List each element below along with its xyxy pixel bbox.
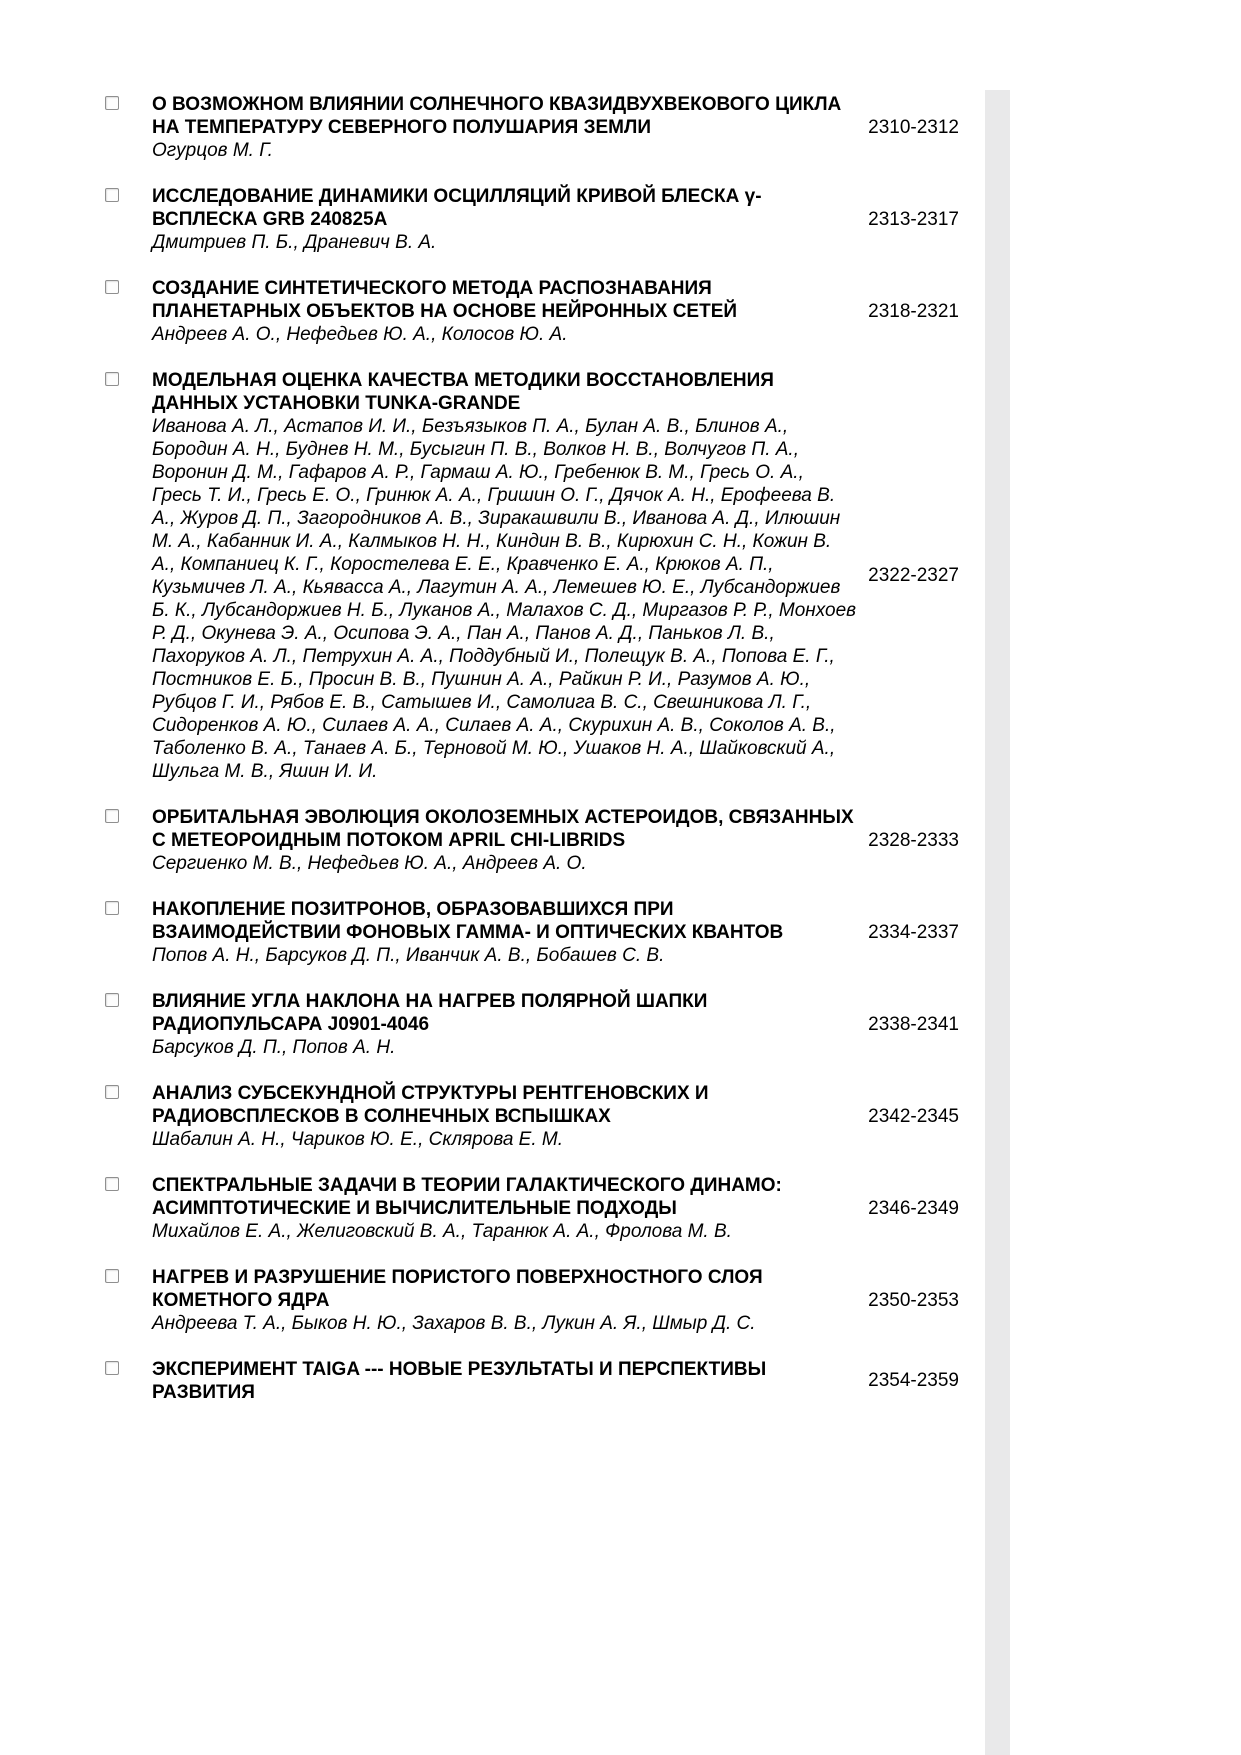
article-title: ОРБИТАЛЬНАЯ ЭВОЛЮЦИЯ ОКОЛОЗЕМНЫХ АСТЕРОИДОВ, СВЯЗАННЫХ С МЕТЕОРОИДНЫМ ПОТОКОМ APRIL CHI-LIBRIDS [152, 807, 854, 851]
article-info [152, 93, 857, 162]
article-select-checkbox[interactable] [105, 1177, 119, 1191]
article-authors: Огурцов М. Г. [152, 140, 273, 161]
article-list [95, 93, 985, 1427]
article-authors: Сергиенко М. В., Нефедьев Ю. А., Андреев А. О. [152, 853, 587, 874]
article-entry [95, 898, 985, 967]
article-select-checkbox[interactable] [105, 96, 119, 110]
article-entry [95, 1174, 985, 1243]
checkbox-cell [95, 185, 152, 254]
article-authors: Барсуков Д. П., Попов А. Н. [152, 1037, 396, 1058]
article-page-range: 2313-2317 [868, 208, 959, 230]
checkbox-cell [95, 1266, 152, 1335]
article-page-range: 2322-2327 [868, 565, 959, 586]
article-authors: Шабалин А. Н., Чариков Ю. Е., Склярова Е. М. [152, 1129, 563, 1150]
article-page-range: 2350-2353 [868, 1289, 959, 1311]
article-title: ВЛИЯНИЕ УГЛА НАКЛОНА НА НАГРЕВ ПОЛЯРНОЙ ШАПКИ РАДИОПУЛЬСАРА J0901-4046 [152, 991, 708, 1035]
article-title: ЭКСПЕРИМЕНТ TAIGA --- НОВЫЕ РЕЗУЛЬТАТЫ И ПЕРСПЕКТИВЫ РАЗВИТИЯ [152, 1359, 767, 1403]
article-info [152, 369, 857, 783]
article-select-checkbox[interactable] [105, 188, 119, 202]
article-info [152, 185, 857, 254]
article-info [152, 277, 857, 346]
article-authors: Дмитриев П. Б., Драневич В. А. [152, 232, 437, 253]
article-select-checkbox[interactable] [105, 372, 119, 386]
article-entry [95, 185, 985, 254]
article-page-range: 2342-2345 [868, 1105, 959, 1127]
article-page-range: 2310-2312 [868, 116, 959, 138]
checkbox-cell [95, 990, 152, 1059]
article-authors: Михайлов Е. А., Желиговский В. А., Таранюк А. А., Фролова М. В. [152, 1221, 732, 1242]
article-title: О ВОЗМОЖНОМ ВЛИЯНИИ СОЛНЕЧНОГО КВАЗИДВУХВЕКОВОГО ЦИКЛА НА ТЕМПЕРАТУРУ СЕВЕРНОГО ПОЛУШАРИЯ ЗЕМЛИ [152, 94, 842, 138]
article-page-range: 2318-2321 [868, 300, 959, 322]
article-title: НАКОПЛЕНИЕ ПОЗИТРОНОВ, ОБРАЗОВАВШИХСЯ ПРИ ВЗАИМОДЕЙСТВИИ ФОНОВЫХ ГАММА- И ОПТИЧЕСКИХ КВАНТОВ [152, 899, 784, 943]
article-authors: Андреева Т. А., Быков Н. Ю., Захаров В. В., Лукин А. Я., Шмыр Д. С. [152, 1313, 756, 1334]
article-entry [95, 93, 985, 162]
article-select-checkbox[interactable] [105, 280, 119, 294]
article-select-checkbox[interactable] [105, 809, 119, 823]
article-page-range: 2354-2359 [868, 1370, 959, 1391]
article-title: НАГРЕВ И РАЗРУШЕНИЕ ПОРИСТОГО ПОВЕРХНОСТНОГО СЛОЯ КОМЕТНОГО ЯДРА [152, 1267, 763, 1311]
article-page-range: 2346-2349 [868, 1197, 959, 1219]
checkbox-cell [95, 93, 152, 162]
article-info [152, 1358, 857, 1404]
page-right-gutter [985, 90, 1010, 1755]
checkbox-cell [95, 1174, 152, 1243]
article-select-checkbox[interactable] [105, 1361, 119, 1375]
article-entry [95, 806, 985, 875]
checkbox-cell [95, 369, 152, 783]
checkbox-cell [95, 1082, 152, 1151]
article-info [152, 1266, 857, 1335]
article-info [152, 1082, 857, 1151]
article-select-checkbox[interactable] [105, 1269, 119, 1283]
article-title: ИССЛЕДОВАНИЕ ДИНАМИКИ ОСЦИЛЛЯЦИЙ КРИВОЙ БЛЕСКА γ-ВСПЛЕСКА GRB 240825A [152, 186, 762, 230]
article-entry [95, 277, 985, 346]
article-authors: Иванова А. Л., Астапов И. И., Безъязыков П. А., Булан А. В., Блинов А., Бородин А. Н., Буднев Н. М., Бусыгин П. В., Волков Н. В., Волчугов П. А., Воронин Д. М., Гафаров А. Р., Гармаш А. Ю., Гребенюк В. М., Гресь О. А., Гресь Т. И., Гресь Е. О., Гринюк А. А., Гришин О. Г., Дячок А. Н., Ерофеева В. А., Журов Д. П., Загородников А. В., Зиракашвили В., Иванова А. Д., Илюшин М. А., Кабанник И. А., Калмыков Н. Н., Киндин В. В., Кирюхин С. Н., Кожин В. А., Компаниец К. Г., Коростелева Е. Е., Кравченко Е. А., Крюков А. П., Кузьмичев Л. А., Кьявасса А., Лагутин А. А., Лемешев Ю. Е., Лубсандоржиев Б. К., Лубсандоржиев Н. Б., Луканов А., Малахов С. Д., Миргазов Р. Р., Монхоев Р. Д., Окунева Э. А., Осипова Э. А., Пан А., Панов А. Д., Паньков Л. В., Пахоруков А. Л., Петрухин А. А., Поддубный И., Полещук В. А., Попова Е. Г., Постников Е. Б., Просин В. В., Пушнин А. А., Райкин Р. И., Разумов А. Ю., Рубцов Г. И., Рябов Е. В., Сатышев И., Самолига В. С., Свешникова Л. Г., Сидоренков А. Ю., Силаев А. А., Силаев А. А., Скурихин А. В., Соколов А. В., Таболенко В. А., Танаев А. Б., Терновой М. Ю., Ушаков Н. А., Шайковский А., Шульга М. В., Яшин И. И. [152, 416, 857, 782]
article-entry [95, 1082, 985, 1151]
checkbox-cell [95, 277, 152, 346]
article-info [152, 1174, 857, 1243]
article-info [152, 990, 857, 1059]
article-authors: Андреев А. О., Нефедьев Ю. А., Колосов Ю. А. [152, 324, 568, 345]
article-page-range: 2328-2333 [868, 829, 959, 851]
article-page-range: 2334-2337 [868, 921, 959, 943]
checkbox-cell [95, 806, 152, 875]
article-title: СОЗДАНИЕ СИНТЕТИЧЕСКОГО МЕТОДА РАСПОЗНАВАНИЯ ПЛАНЕТАРНЫХ ОБЪЕКТОВ НА ОСНОВЕ НЕЙРОННЫХ СЕТЕЙ [152, 278, 738, 322]
checkbox-cell [95, 898, 152, 967]
article-title: МОДЕЛЬНАЯ ОЦЕНКА КАЧЕСТВА МЕТОДИКИ ВОССТАНОВЛЕНИЯ ДАННЫХ УСТАНОВКИ TUNKA-GRANDE [152, 370, 774, 414]
article-page-range: 2338-2341 [868, 1013, 959, 1035]
article-authors: Попов А. Н., Барсуков Д. П., Иванчик А. В., Бобашев С. В. [152, 945, 665, 966]
article-title: СПЕКТРАЛЬНЫЕ ЗАДАЧИ В ТЕОРИИ ГАЛАКТИЧЕСКОГО ДИНАМО: АСИМПТОТИЧЕСКИЕ И ВЫЧИСЛИТЕЛЬНЫЕ ПОДХОДЫ [152, 1175, 782, 1219]
article-select-checkbox[interactable] [105, 993, 119, 1007]
article-entry [95, 369, 985, 783]
article-entry [95, 990, 985, 1059]
article-entry [95, 1358, 985, 1404]
article-select-checkbox[interactable] [105, 1085, 119, 1099]
article-info [152, 898, 857, 967]
article-title: АНАЛИЗ СУБСЕКУНДНОЙ СТРУКТУРЫ РЕНТГЕНОВСКИХ И РАДИОВСПЛЕСКОВ В СОЛНЕЧНЫХ ВСПЫШКАХ [152, 1083, 709, 1127]
checkbox-cell [95, 1358, 152, 1404]
article-info [152, 806, 857, 875]
article-entry [95, 1266, 985, 1335]
article-select-checkbox[interactable] [105, 901, 119, 915]
